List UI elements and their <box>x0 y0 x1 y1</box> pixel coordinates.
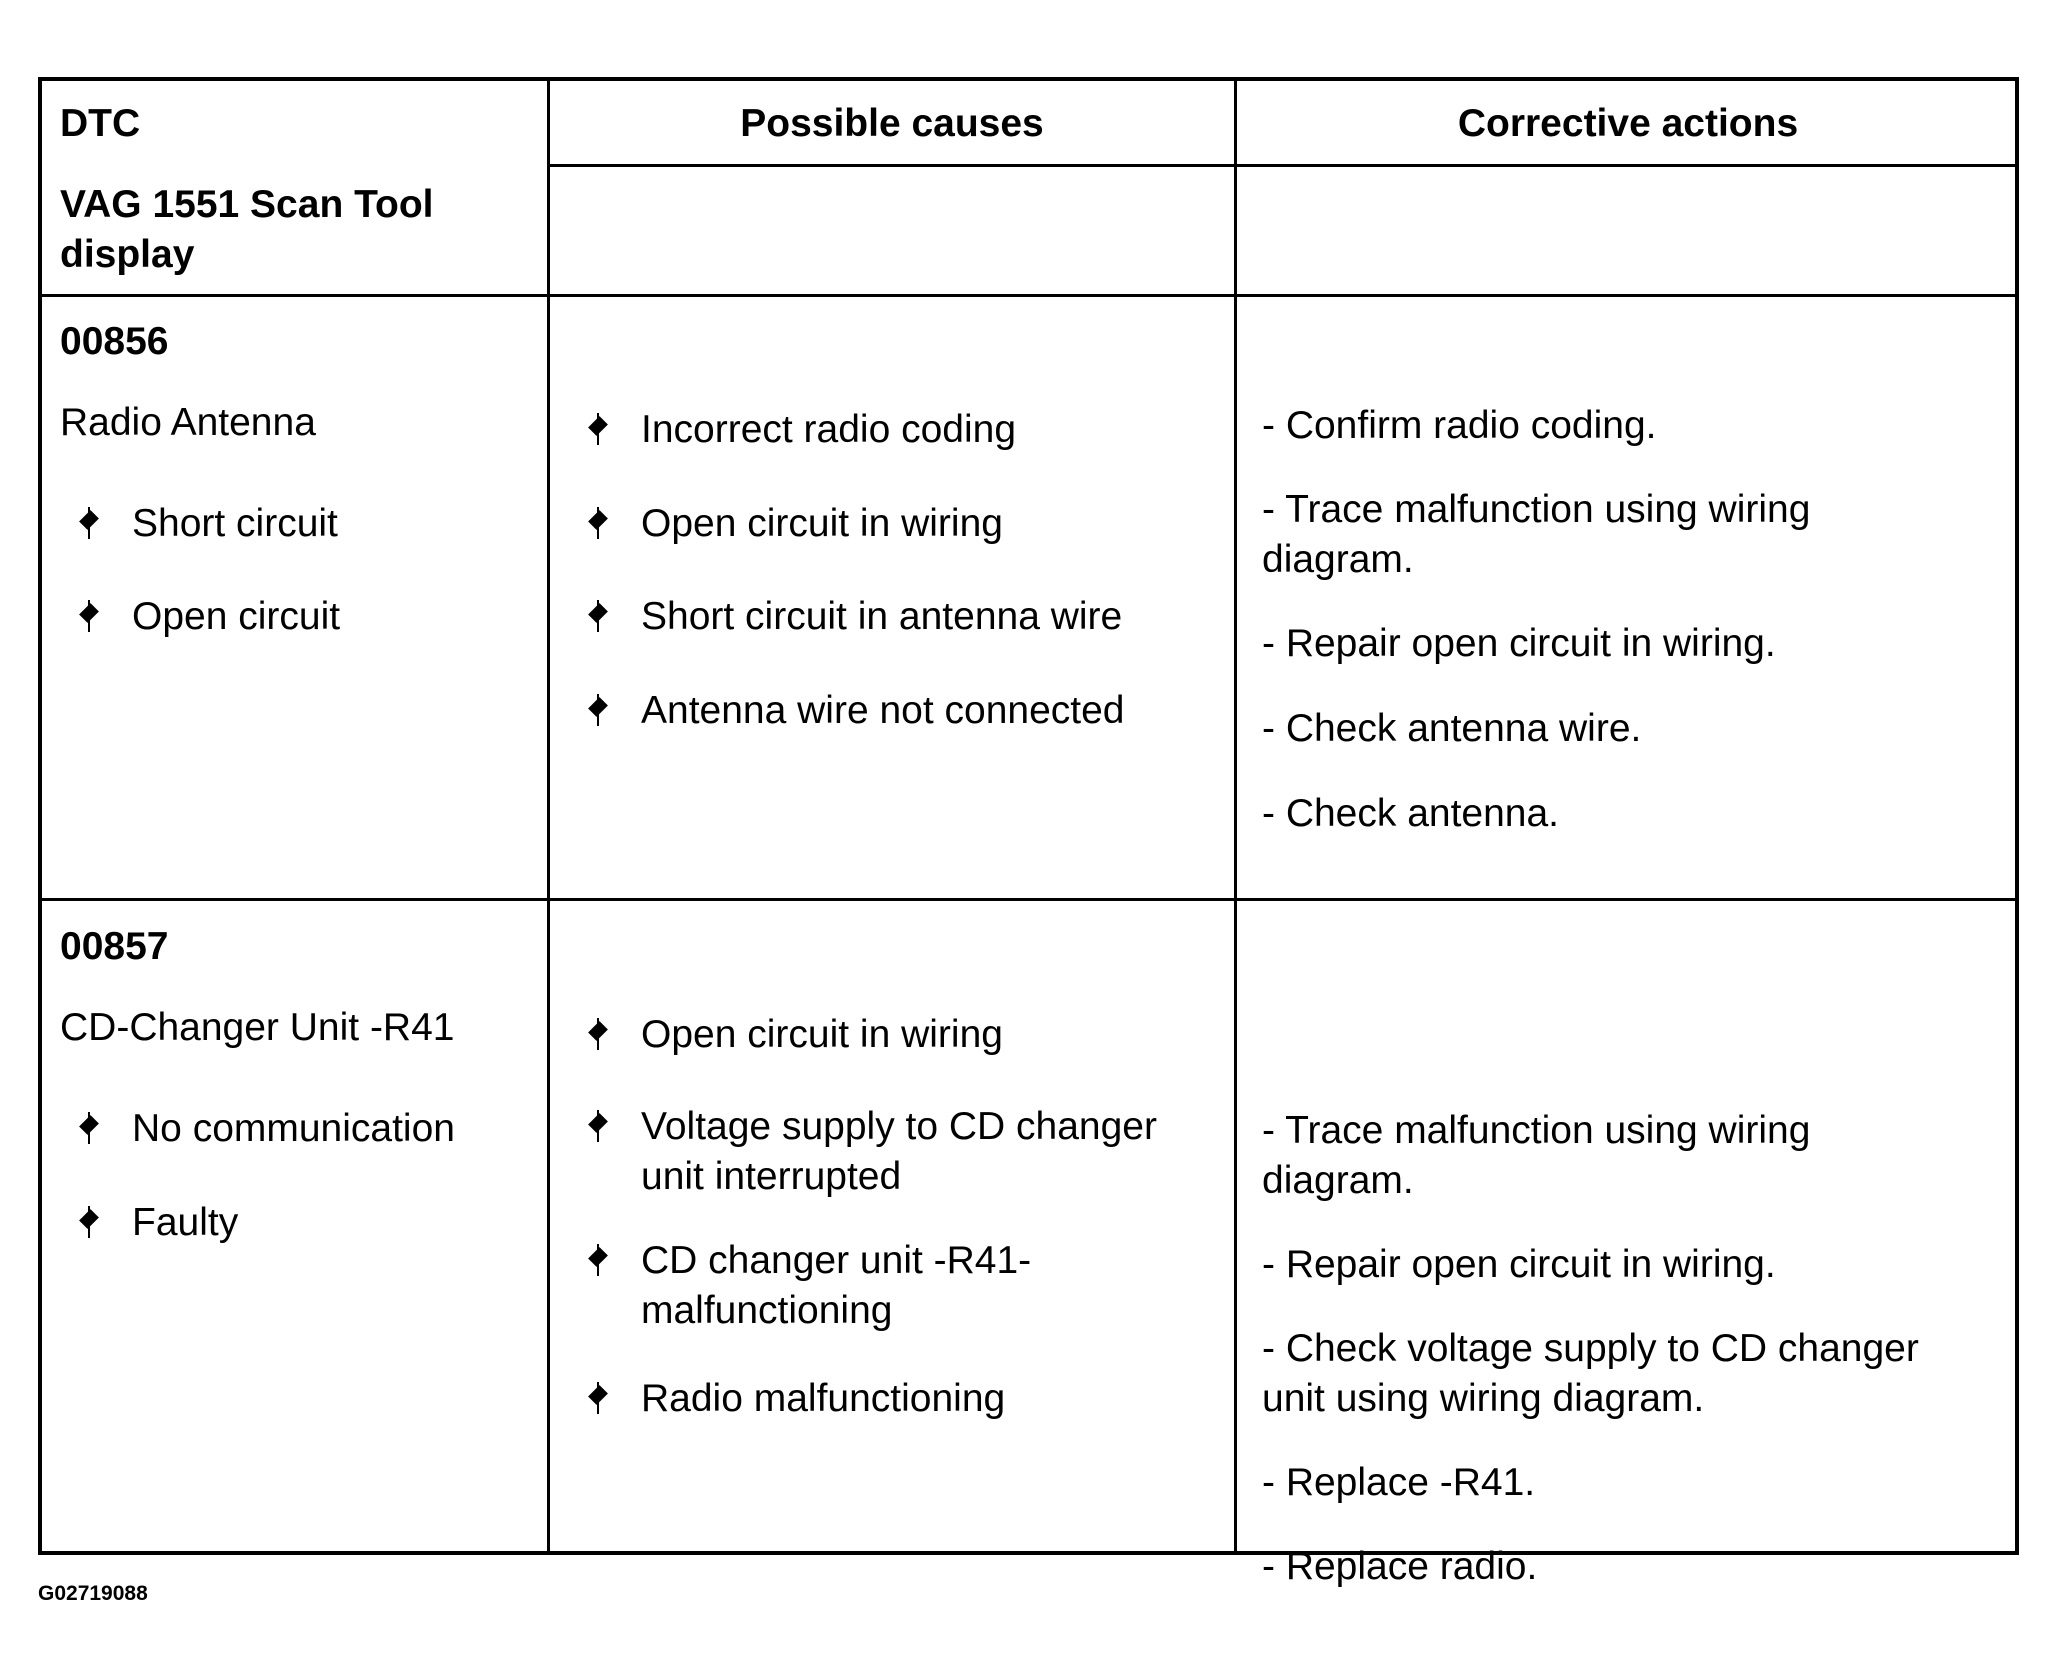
row1-action: - Confirm radio coding. <box>1262 404 1657 447</box>
row1-cause-item <box>587 686 1125 736</box>
row2-condition-item <box>78 1198 238 1248</box>
diamond-bullet-icon <box>78 1117 100 1139</box>
figure-id: G02719088 <box>38 1582 148 1605</box>
header-corrective-actions: Corrective actions <box>1457 102 1799 145</box>
diamond-bullet-icon <box>587 418 609 440</box>
diamond-bullet-icon <box>587 1115 609 1137</box>
row1-cause-text: Open circuit in wiring <box>641 502 1003 545</box>
diamond-bullet-icon <box>78 512 100 534</box>
row1-action: - Repair open circuit in wiring. <box>1262 622 1776 665</box>
row2-cause-text: Open circuit in wiring <box>641 1013 1003 1056</box>
row1-cause-item <box>587 499 1003 549</box>
row1-action: - Trace malfunction using wiring diagram. <box>1262 488 1811 581</box>
row1-condition-text: Short circuit <box>132 502 338 545</box>
dtc-table <box>38 77 2019 1588</box>
row2-cause-item <box>587 1010 1003 1060</box>
row2-action: - Replace -R41. <box>1262 1461 1536 1504</box>
column-divider-2 <box>1234 81 1237 1551</box>
diamond-bullet-icon <box>78 1211 100 1233</box>
row2-cause-item <box>587 1374 1005 1424</box>
row1-action: - Check antenna. <box>1262 792 1560 835</box>
diamond-bullet-icon <box>587 512 609 534</box>
header-row-divider <box>42 294 2015 297</box>
row2-dtc-code: 00857 <box>60 925 169 968</box>
row1-condition-item <box>78 499 338 549</box>
diamond-bullet-icon <box>587 605 609 627</box>
row2-action: - Trace malfunction using wiring diagram. <box>1262 1109 1811 1202</box>
header-possible-causes: Possible causes <box>740 102 1044 145</box>
row2-condition-item <box>78 1104 455 1154</box>
header-subdivider <box>547 164 2015 167</box>
row2-action: - Check voltage supply to CD changer unit using wiring diagram. <box>1262 1327 1919 1420</box>
row2-dtc-name: CD-Changer Unit -R41 <box>60 1006 455 1049</box>
row1-condition-text: Open circuit <box>132 595 341 638</box>
diamond-bullet-icon <box>587 1387 609 1409</box>
row1-cause-text: Short circuit in antenna wire <box>641 595 1123 638</box>
row2-cause-text: CD changer unit -R41- malfunctioning <box>641 1239 1032 1332</box>
diamond-bullet-icon <box>78 605 100 627</box>
header-scan-tool-label: VAG 1551 Scan Tool display <box>60 183 434 276</box>
row1-cause-item <box>587 405 1016 455</box>
row2-condition-text: Faulty <box>132 1201 239 1244</box>
header-dtc-label: DTC <box>60 102 141 145</box>
row2-action: - Replace radio. <box>1262 1545 1538 1588</box>
row1-condition-item <box>78 592 340 642</box>
row1-cause-text: Antenna wire not connected <box>641 689 1125 732</box>
row1-dtc-name: Radio Antenna <box>60 401 316 444</box>
diamond-bullet-icon <box>587 1023 609 1045</box>
diamond-bullet-icon <box>587 1249 609 1271</box>
row2-cause-item <box>587 1236 1071 1336</box>
row2-action: - Repair open circuit in wiring. <box>1262 1243 1776 1286</box>
column-divider-1 <box>547 81 550 1551</box>
row1-dtc-code: 00856 <box>60 320 169 363</box>
row2-condition-text: No communication <box>132 1107 455 1150</box>
row2-cause-text: Radio malfunctioning <box>641 1377 1006 1420</box>
row1-cause-item <box>587 592 1122 642</box>
row2-cause-item <box>587 1102 1201 1202</box>
row1-cause-text: Incorrect radio coding <box>641 408 1017 451</box>
row1-action: - Check antenna wire. <box>1262 707 1642 750</box>
diamond-bullet-icon <box>587 699 609 721</box>
row2-cause-text: Voltage supply to CD changer unit interrupted <box>641 1105 1157 1198</box>
row-divider <box>42 898 2015 901</box>
